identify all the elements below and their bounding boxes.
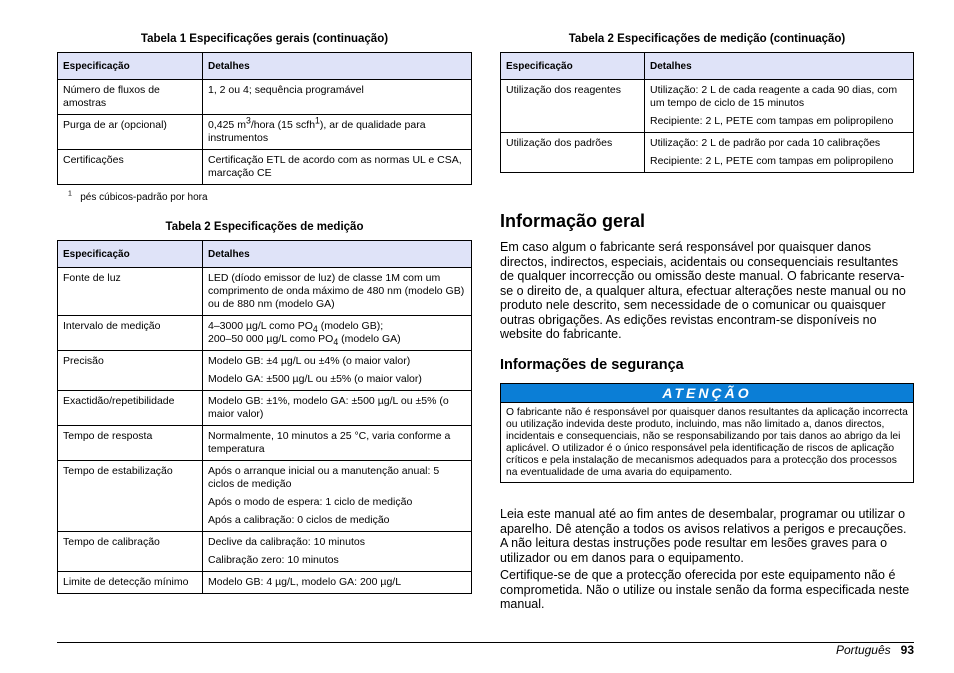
header-spec: Especificação bbox=[58, 241, 203, 268]
details-text: Certificação ETL de acordo com as normas UL e CSA, marcação CE bbox=[208, 154, 462, 179]
table-row bbox=[58, 268, 472, 316]
table-row bbox=[58, 316, 472, 351]
page-footer bbox=[836, 643, 914, 657]
table2cont-caption: Tabela 2 Especificações de medição (continuação) bbox=[568, 33, 846, 45]
details-text: Após a calibração: 0 ciclos de medição bbox=[208, 514, 390, 526]
spec-cell: Tempo de calibração bbox=[58, 532, 203, 572]
details-cell bbox=[203, 572, 472, 594]
header-spec: Especificação bbox=[58, 53, 203, 80]
details-text: Modelo GB: ±1%, modelo GA: ±500 µg/L ou ±5% (o maior valor) bbox=[208, 395, 449, 420]
table1-footnote bbox=[68, 192, 208, 203]
spec-cell: Purga de ar (opcional) bbox=[58, 115, 203, 150]
table-header-row bbox=[58, 241, 472, 268]
details-cell bbox=[203, 150, 472, 185]
table-header-row bbox=[501, 53, 914, 80]
table-row bbox=[58, 351, 472, 391]
details-text: Declive da calibração: 10 minutos bbox=[208, 536, 365, 548]
details-text: Após o modo de espera: 1 ciclo de medição bbox=[208, 496, 413, 508]
table-row bbox=[58, 150, 472, 185]
header-details: Detalhes bbox=[203, 241, 472, 268]
safety-paragraph-2: Certifique-se de que a protecção oferecida por este equipamento não é comprometida. Não o utilize ou instale senão da forma especificada neste manual. bbox=[500, 568, 910, 611]
footer-rule bbox=[57, 642, 914, 643]
table2 bbox=[57, 240, 472, 594]
table-row bbox=[58, 80, 472, 115]
details-cell bbox=[645, 133, 914, 173]
warning-box bbox=[500, 383, 914, 483]
table-row bbox=[58, 426, 472, 461]
details-text: Utilização: 2 L de padrão por cada 10 calibrações bbox=[650, 137, 881, 149]
table-row bbox=[58, 115, 472, 150]
details-text: Utilização: 2 L de cada reagente a cada 90 dias, com um tempo de ciclo de 15 minutos bbox=[650, 84, 898, 109]
details-text: Calibração zero: 10 minutos bbox=[208, 554, 339, 566]
general-info-text: Em caso algum o fabricante será responsável por quaisquer danos directos, indirectos, especiais, acidentais ou consequenciais resultantes de qualquer incorrecção ou omissão deste manual. O fabricante reserva-se o direito de, a qualquer altura, efectuar alterações neste manual ou no produto nele descrito, sem necessidade de o comunicar ou quaisquer outras obrigações. As edições revistas encontram-se disponíveis no website do fabricante. bbox=[500, 240, 906, 341]
spec-cell: Certificações bbox=[58, 150, 203, 185]
details-text: 0,425 $m^3$/hora (15 scfh$^1$), ar de qualidade para instrumentos bbox=[208, 115, 426, 144]
table2-caption: Tabela 2 Especificações de medição bbox=[165, 221, 364, 233]
table2-continued bbox=[500, 52, 914, 173]
details-text: Modelo GA: ±500 µg/L ou ±5% (o maior valor) bbox=[208, 373, 422, 385]
spec-cell: Utilização dos padrões bbox=[501, 133, 645, 173]
table-row bbox=[58, 572, 472, 594]
table-row bbox=[501, 133, 914, 173]
details-cell bbox=[203, 461, 472, 532]
spec-cell: Fonte de luz bbox=[58, 268, 203, 316]
table-header-row bbox=[58, 53, 472, 80]
general-info-heading: Informação geral bbox=[500, 211, 646, 231]
spec-cell: Limite de detecção mínimo bbox=[58, 572, 203, 594]
details-cell bbox=[203, 391, 472, 426]
details-text: Modelo GB: 4 µg/L, modelo GA: 200 µg/L bbox=[208, 576, 402, 588]
footnote-text: pés cúbicos-padrão por hora bbox=[80, 192, 208, 203]
details-cell bbox=[203, 351, 472, 391]
table-row bbox=[58, 461, 472, 532]
safety-heading: Informações de segurança bbox=[500, 357, 684, 373]
details-cell bbox=[645, 80, 914, 133]
safety-paragraph-1: Leia este manual até ao fim antes de desembalar, programar ou utilizar o aparelho. Dê atenção a todos os avisos relativos a perigos e precauções. A não leitura destas instruções pode resultar em lesões graves para o utilizador ou em danos para o equipamento. bbox=[500, 507, 907, 565]
details-text: Modelo GB: ±4 µg/L ou ±4% (o maior valor) bbox=[208, 355, 411, 367]
spec-cell: Número de fluxos de amostras bbox=[58, 80, 203, 115]
warning-text: O fabricante não é responsável por quaisquer danos resultantes da aplicação incorrecta ou utilização indevida deste produto, incluindo, mas não limitado a, danos directos, incidentais e consequenciais, não se responsabilizando por tais danos ao abrigo da lei aplicável. O utilizador é o único responsável pela identificação de riscos de aplicação críticos e pela instalação de mecanismos adequados para a protecção dos processos na eventualidade de uma avaria do equipamento. bbox=[506, 407, 908, 478]
table1-caption: Tabela 1 Especificações gerais (continuação) bbox=[140, 33, 389, 45]
table-row bbox=[501, 80, 914, 133]
details-text: Recipiente: 2 L, PETE com tampas em polipropileno bbox=[650, 115, 894, 127]
header-details: Detalhes bbox=[645, 53, 914, 80]
table-row bbox=[58, 391, 472, 426]
spec-cell: Utilização dos reagentes bbox=[501, 80, 645, 133]
details-text: Após o arranque inicial ou a manutenção anual: 5 ciclos de medição bbox=[208, 465, 440, 490]
details-cell bbox=[203, 115, 472, 150]
header-details: Detalhes bbox=[203, 53, 472, 80]
footnote-mark: 1 bbox=[68, 190, 72, 198]
details-cell bbox=[203, 316, 472, 351]
spec-cell: Intervalo de medição bbox=[58, 316, 203, 351]
details-text: LED (díodo emissor de luz) de classe 1M com um comprimento de onda máximo de 480 nm (modelo GB) ou de 880 nm (modelo GA) bbox=[208, 272, 465, 310]
details-text: Normalmente, 10 minutos a 25 °C, varia conforme a temperatura bbox=[208, 430, 451, 455]
details-cell bbox=[203, 532, 472, 572]
header-spec: Especificação bbox=[501, 53, 645, 80]
details-text: 1, 2 ou 4; sequência programável bbox=[208, 84, 364, 96]
footer-language: Português bbox=[835, 643, 891, 657]
details-text: 4–3000 µg/L como $PO_4$ (modelo GB); 200–50 000 µg/L como $PO_4$ (modelo GA) bbox=[208, 320, 401, 348]
details-text: Recipiente: 2 L, PETE com tampas em polipropileno bbox=[650, 155, 894, 167]
spec-cell: Precisão bbox=[58, 351, 203, 391]
table1 bbox=[57, 52, 472, 185]
spec-cell: Tempo de resposta bbox=[58, 426, 203, 461]
table-row bbox=[58, 532, 472, 572]
warning-label: ATENÇÃO bbox=[501, 384, 913, 403]
details-cell bbox=[203, 268, 472, 316]
page-number: 93 bbox=[900, 643, 914, 657]
spec-cell: Exactidão/repetibilidade bbox=[58, 391, 203, 426]
details-cell bbox=[203, 80, 472, 115]
details-cell bbox=[203, 426, 472, 461]
spec-cell: Tempo de estabilização bbox=[58, 461, 203, 532]
